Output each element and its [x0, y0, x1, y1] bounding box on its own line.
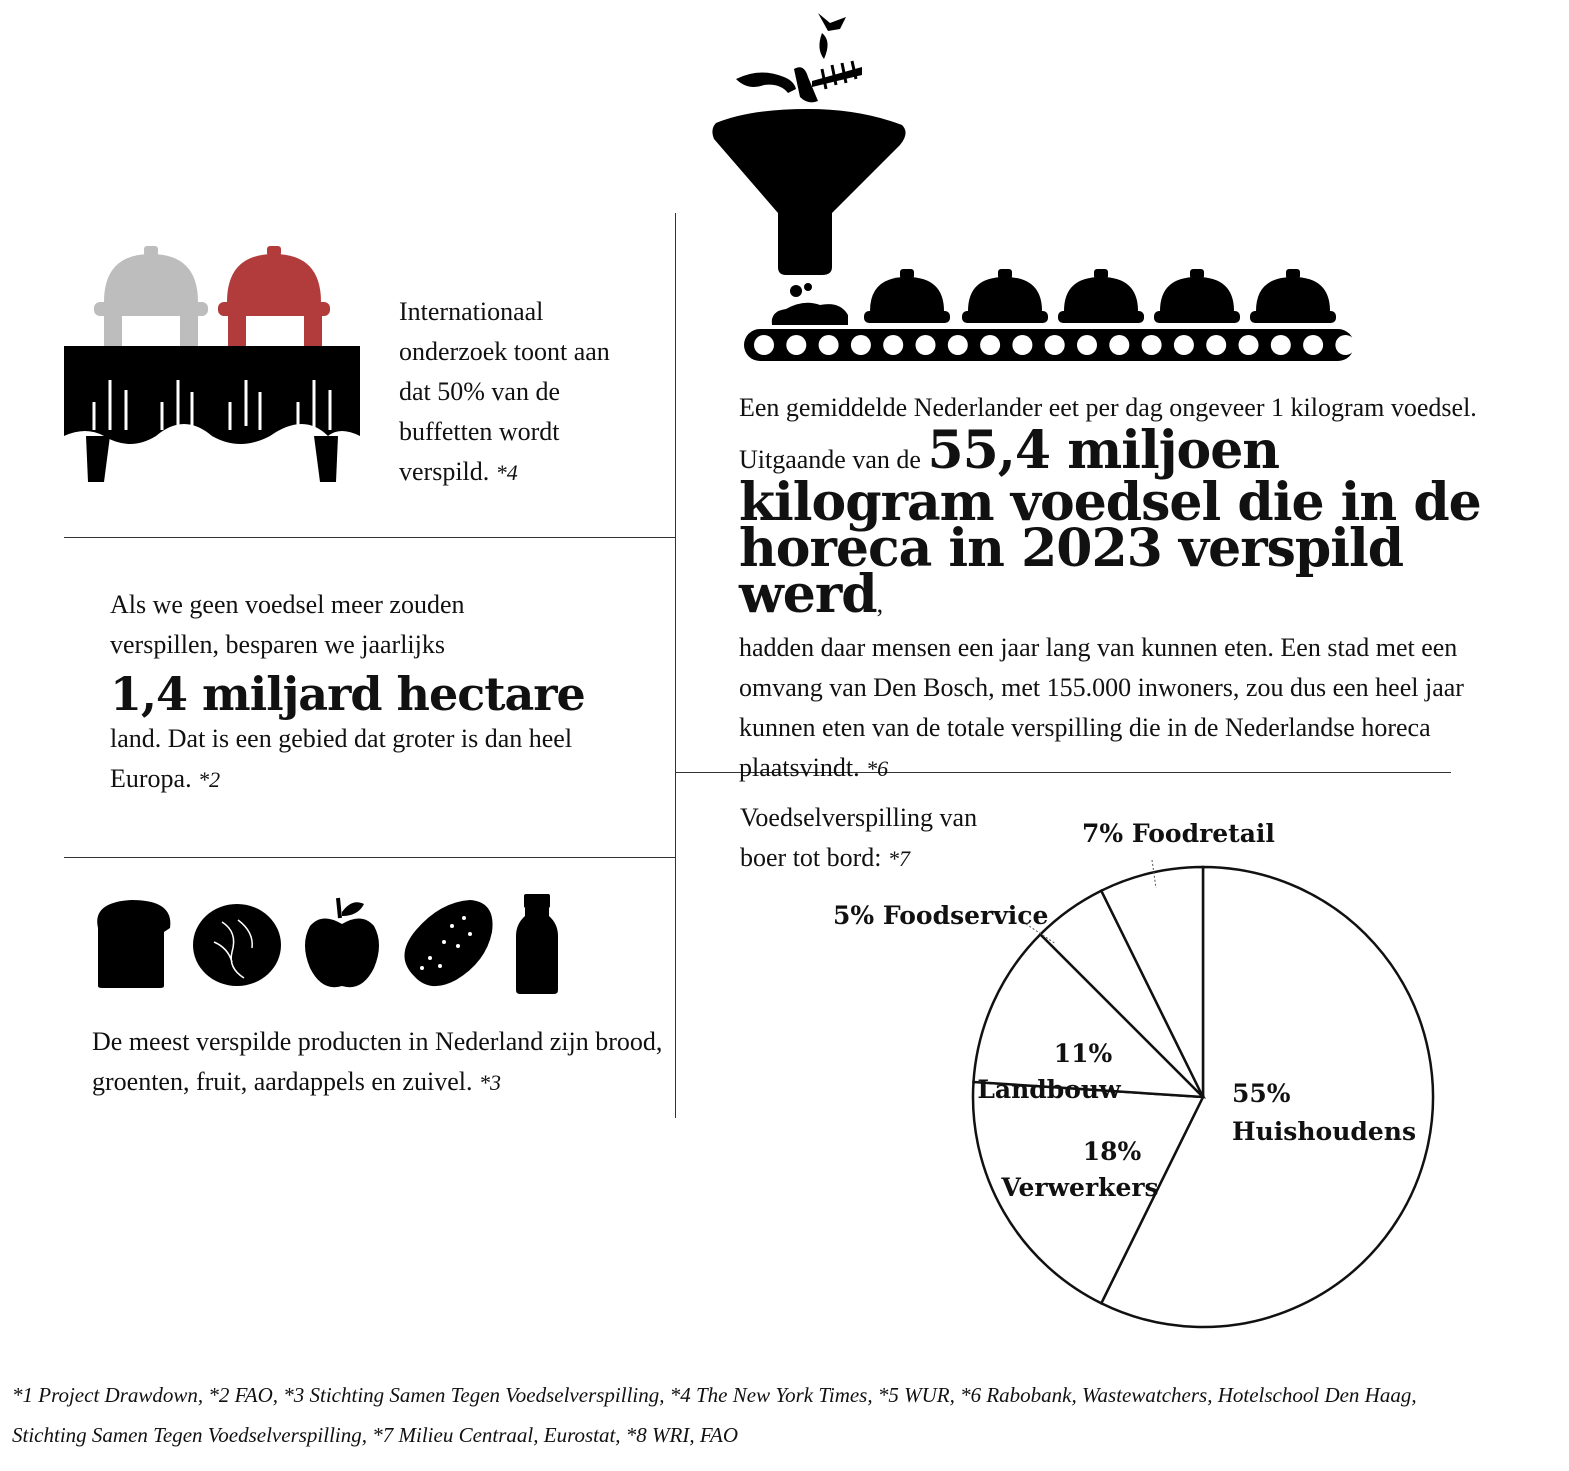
belt-roller	[1303, 335, 1323, 355]
horeca-intro-text: Een gemiddelde Nederlander eet per dag ongeveer 1 kilogram voedsel. Uitgaande van de	[739, 393, 1477, 474]
land-highlight: 1,4 miljard hectare	[110, 667, 585, 721]
belt-roller	[1239, 335, 1259, 355]
milk-bottle-icon	[512, 894, 562, 994]
belt-roller	[916, 335, 936, 355]
belt-roller	[754, 335, 774, 355]
belt-roller	[948, 335, 968, 355]
horeca-ref: *6	[866, 756, 889, 781]
pie-label-pct-landbouw: 11%	[1053, 1039, 1113, 1068]
land-ref: *2	[198, 767, 221, 792]
belt-roller	[1142, 335, 1162, 355]
footnotes-line-2: Stichting Samen Tegen Voedselverspilling, *7 Milieu Centraal, Eurostat, *8 WRI, FAO	[12, 1423, 738, 1447]
horeca-block	[739, 388, 1499, 789]
pie-label-name-verwerkers: Verwerkers	[1001, 1173, 1159, 1202]
footnotes	[12, 1375, 1567, 1455]
chart-title-text: Voedselverspilling van boer tot bord:	[740, 803, 978, 872]
belt-roller	[1271, 335, 1291, 355]
land-outro-text: land. Dat is een gebied dat groter is dan heel Europa.	[110, 724, 573, 793]
pie-label-pct-huishoudens: 55%	[1232, 1079, 1291, 1108]
potato-icon	[400, 896, 496, 992]
products-statement: De meest verspilde producten in Nederland zijn brood, groenten, fruit, aardappels en zuivel.	[92, 1027, 663, 1096]
pie-label-pct-foodservice: 5% Foodservice	[833, 901, 1049, 930]
center-divider	[675, 213, 676, 1118]
pie-label-pct-foodretail: 7% Foodretail	[1082, 819, 1275, 848]
funnel-conveyor-icon	[700, 5, 1370, 365]
chart-ref: *7	[888, 846, 911, 871]
land-outro	[110, 719, 590, 800]
buffet-table-icon	[60, 240, 365, 490]
buffet-ref: *4	[495, 460, 518, 485]
buffet-statement: Internationaal onderzoek toont aan dat 50% van de buffetten wordt verspild.	[399, 297, 610, 486]
land-intro: Als we geen voedsel meer zouden verspillen, besparen we jaarlijks	[110, 590, 465, 659]
cloches-row-icon	[864, 269, 1336, 323]
left-divider-2	[64, 857, 676, 858]
pie-label-pct-verwerkers: 18%	[1082, 1137, 1142, 1166]
belt-roller	[1077, 335, 1097, 355]
buffet-text	[399, 292, 639, 493]
apple-icon	[302, 894, 382, 994]
bread-icon	[92, 898, 174, 990]
pie-chart	[700, 780, 1560, 1350]
products-text	[92, 1022, 672, 1103]
cabbage-icon	[192, 902, 282, 988]
belt-roller	[883, 335, 903, 355]
horeca-outro	[739, 628, 1499, 789]
belt-roller	[1109, 335, 1129, 355]
left-divider-1	[64, 537, 676, 538]
pie-label-name-huishoudens: Huishoudens	[1232, 1117, 1417, 1146]
cloche-red-icon	[218, 246, 330, 346]
belt-roller	[1174, 335, 1194, 355]
belt-roller	[1045, 335, 1065, 355]
belt-roller	[819, 335, 839, 355]
footnotes-line-1: *1 Project Drawdown, *2 FAO, *3 Stichting Samen Tegen Voedselverspilling, *4 The New York Times, *5 WUR, *6 Rabobank, Wastewatchers, Hotelschool Den Haag,	[12, 1383, 1417, 1407]
belt-roller	[1206, 335, 1226, 355]
horeca-highlight: 55,4 miljoen kilogram voedsel die in de horeca in 2023 verspild werd	[739, 420, 1481, 625]
cloche-grey-icon	[94, 246, 208, 346]
pie-label-name-landbouw: Landbouw	[977, 1075, 1121, 1104]
belt-roller	[1335, 335, 1355, 355]
food-scraps-icon	[736, 13, 862, 102]
belt-roller	[980, 335, 1000, 355]
belt-roller	[1012, 335, 1032, 355]
land-block	[110, 585, 650, 800]
belt-roller	[851, 335, 871, 355]
horeca-comma: ,	[876, 589, 884, 618]
horeca-outro-text: hadden daar mensen een jaar lang van kunnen eten. Een stad met een omvang van Den Bosch, met 155.000 inwoners, zou dus een heel jaar kunnen eten van de totale verspilling die in de Nederlandse horeca plaatsvindt.	[739, 633, 1464, 782]
products-ref: *3	[478, 1070, 501, 1095]
belt-roller	[786, 335, 806, 355]
